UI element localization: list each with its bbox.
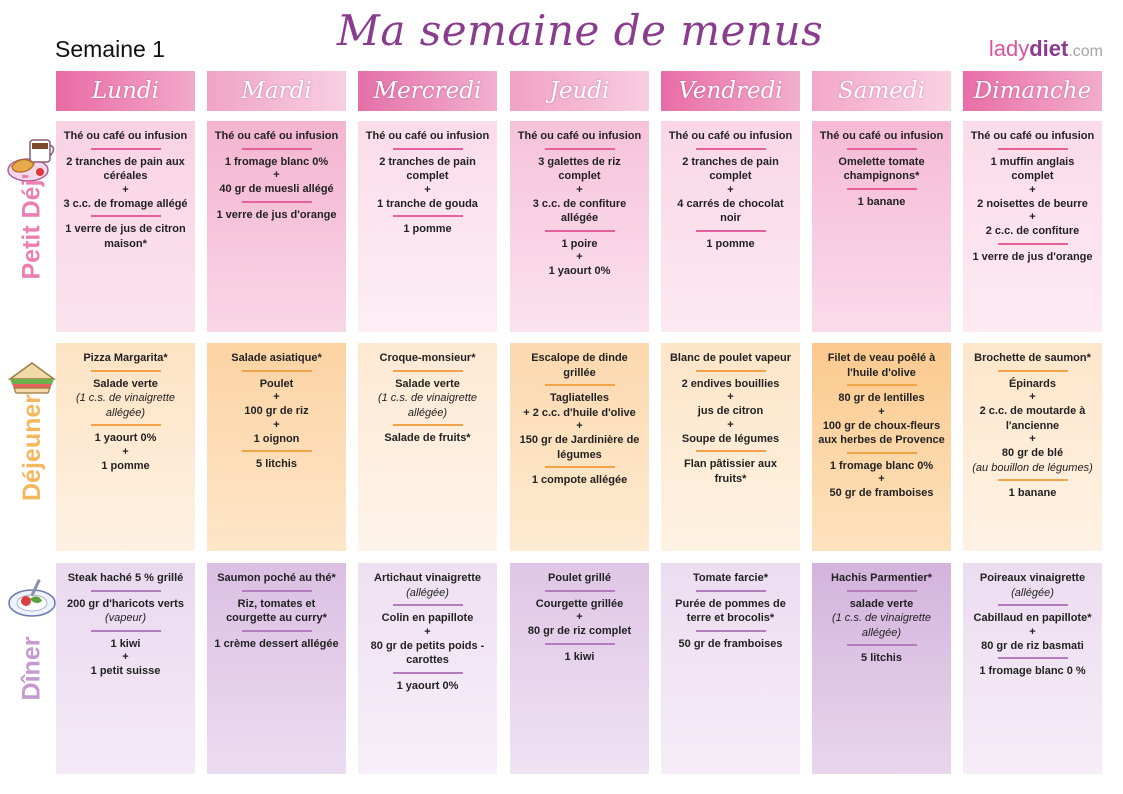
food-item: Poulet [259, 377, 294, 390]
food-item: 4 carrés de chocolat noir [677, 197, 784, 224]
food-item: Thé ou café ou infusion [819, 130, 944, 142]
food-item: 50 gr de framboises [829, 487, 934, 499]
food-item: 1 poire [561, 237, 598, 250]
course-separator [847, 384, 917, 386]
food-item: Croque-monsieur* [379, 352, 476, 364]
food-item: Hachis Parmentier* [831, 572, 932, 584]
food-item: 1 compote allégée [531, 474, 628, 486]
food-item: 80 gr de riz basmati [981, 639, 1084, 652]
course-separator [242, 450, 312, 452]
brand-diet: diet [1029, 36, 1069, 61]
course-separator [696, 590, 766, 592]
course-separator [393, 672, 463, 674]
food-item: Blanc de poulet vapeur [669, 352, 792, 364]
food-item: 1 fromage blanc 0% [224, 155, 329, 168]
food-item: 50 gr de framboises [678, 637, 783, 650]
course-separator [91, 630, 161, 632]
food-note: (allégée) [406, 586, 449, 599]
menu-cell-mercredi-lunch [358, 343, 497, 551]
food-item: Cabillaud en papillote* [973, 612, 1092, 624]
food-item: Thé ou café ou infusion [970, 130, 1095, 142]
food-item: 1 muffin anglais complet [990, 155, 1075, 182]
course-separator [998, 657, 1068, 659]
plus-sign: + [1029, 433, 1036, 445]
course-separator [91, 148, 161, 150]
course-separator [847, 590, 917, 592]
food-item: 80 gr de lentilles [838, 392, 925, 404]
menu-cell-samedi-dinner [812, 563, 951, 774]
course-separator [545, 384, 615, 386]
day-header-dimanche: Dimanche [963, 71, 1102, 111]
food-item: 1 crème dessert allégée [214, 637, 339, 650]
brand-logo [989, 36, 1103, 62]
food-item: 2 tranches de pain aux céréales [66, 155, 185, 182]
page-title: Ma semaine de menus [336, 6, 824, 55]
brand-lady: lady [988, 36, 1030, 61]
food-item: Thé ou café ou infusion [63, 130, 188, 142]
course-separator [998, 148, 1068, 150]
menu-cell-lundi-dinner [56, 563, 195, 774]
food-note: (vapeur) [105, 612, 146, 624]
course-separator [242, 148, 312, 150]
course-separator [847, 644, 917, 646]
plus-sign: + [1029, 211, 1036, 223]
menu-cell-mercredi-breakfast [358, 121, 497, 332]
plus-sign: + [122, 445, 129, 458]
menu-cell-mardi-dinner [207, 563, 346, 774]
meal-label-lunch: Déjeuner [17, 393, 46, 501]
plus-sign: + [576, 420, 583, 432]
course-separator [393, 604, 463, 606]
menu-cell-mardi-lunch [207, 343, 346, 551]
course-separator [393, 215, 463, 217]
food-item: 1 fromage blanc 0 % [979, 665, 1086, 677]
food-item: Courgette grillée [535, 597, 624, 610]
food-item: 1 pomme [706, 237, 755, 250]
food-note: (1 c.s. de vinaigrette allégée) [831, 612, 932, 639]
food-item: Filet de veau poêlé à l'huile d'olive [827, 352, 936, 379]
course-separator [393, 370, 463, 372]
food-note: (au bouillon de légumes) [972, 461, 1093, 474]
course-separator [91, 424, 161, 426]
food-item: 1 kiwi [564, 650, 595, 663]
food-item: Salade asiatique* [231, 352, 322, 364]
plus-sign: + [1029, 183, 1036, 196]
meal-label-dinner: Dîner [17, 636, 46, 701]
course-separator [998, 370, 1068, 372]
food-item: 1 yaourt 0% [94, 432, 157, 444]
food-item: 1 pomme [403, 223, 452, 235]
course-separator [998, 479, 1068, 481]
food-item: + 2 c.c. d'huile d'olive [523, 406, 636, 419]
course-separator [847, 148, 917, 150]
food-item: 1 yaourt 0% [396, 679, 459, 692]
menu-cell-mardi-breakfast [207, 121, 346, 332]
menu-cell-vendredi-lunch [661, 343, 800, 551]
menu-cell-vendredi-dinner [661, 563, 800, 774]
menu-cell-dimanche-lunch [963, 343, 1102, 551]
course-separator [242, 590, 312, 592]
food-item: 80 gr de petits poids - carottes [370, 639, 485, 666]
menu-cell-dimanche-breakfast [963, 121, 1102, 332]
food-item: 3 c.c. de fromage allégé [63, 197, 188, 210]
food-item: Thé ou café ou infusion [668, 130, 793, 142]
food-item: jus de citron [697, 405, 764, 417]
day-header-jeudi: Jeudi [510, 71, 649, 111]
menu-cell-lundi-lunch [56, 343, 195, 551]
food-item: salade verte [849, 597, 914, 610]
course-separator [847, 188, 917, 190]
food-item: Flan pâtissier aux fruits* [684, 458, 777, 485]
food-item: Pizza Margarita* [83, 352, 168, 364]
food-item: 1 yaourt 0% [548, 265, 611, 277]
brand-com: .com [1068, 43, 1103, 60]
food-item: 5 litchis [256, 458, 297, 470]
plus-sign: + [122, 651, 129, 663]
food-item: Steak haché 5 % grillé [67, 572, 184, 584]
food-item: 2 c.c. de moutarde à l'ancienne [979, 405, 1086, 432]
course-separator [91, 215, 161, 217]
food-item: Tagliatelles [549, 392, 610, 404]
course-separator [545, 643, 615, 645]
plus-sign: + [273, 169, 280, 181]
menu-cell-jeudi-breakfast [510, 121, 649, 332]
food-item: Omelette tomate champignons* [838, 155, 925, 182]
food-item: 1 banane [1008, 487, 1057, 499]
plus-sign: + [1029, 625, 1036, 638]
week-label: Semaine 1 [55, 36, 165, 62]
food-item: Salade verte [93, 377, 158, 390]
food-item: Thé ou café ou infusion [517, 130, 642, 142]
food-item: Salade verte [395, 377, 460, 390]
food-item: 5 litchis [861, 652, 902, 664]
food-item: Colin en papillote [381, 612, 474, 624]
food-item: 1 verre de jus de citron maison* [65, 223, 186, 250]
menu-cell-mercredi-dinner [358, 563, 497, 774]
food-note: (allégée) [1011, 586, 1054, 599]
course-separator [91, 590, 161, 592]
course-separator [696, 630, 766, 632]
course-separator [998, 243, 1068, 245]
course-separator [545, 148, 615, 150]
course-separator [847, 452, 917, 454]
food-item: 3 c.c. de confiture allégée [532, 197, 627, 224]
menu-cell-lundi-breakfast [56, 121, 195, 332]
day-header-samedi: Samedi [812, 71, 951, 111]
course-separator [91, 370, 161, 372]
plus-sign: + [273, 391, 280, 403]
plus-sign: + [727, 391, 734, 403]
course-separator [242, 370, 312, 372]
menu-cell-samedi-lunch [812, 343, 951, 551]
course-separator [696, 370, 766, 372]
plus-sign: + [424, 183, 431, 196]
plus-sign: + [727, 418, 734, 431]
food-item: 2 noisettes de beurre [977, 197, 1088, 210]
food-item: Purée de pommes de terre et brocolis* [675, 597, 786, 624]
food-item: Épinards [1008, 377, 1057, 390]
course-separator [242, 201, 312, 203]
food-item: Saumon poché au thé* [217, 572, 336, 584]
food-item: 1 pomme [101, 459, 150, 472]
menu-cell-vendredi-breakfast [661, 121, 800, 332]
plus-sign: + [273, 418, 280, 431]
food-item: 100 gr de choux-fleurs aux herbes de Provence [818, 419, 945, 446]
course-separator [696, 148, 766, 150]
course-separator [696, 450, 766, 452]
food-item: 2 endives bouillies [681, 377, 780, 390]
plus-sign: + [122, 183, 129, 196]
food-item: Tomate farcie* [693, 572, 768, 584]
plus-sign: + [878, 473, 885, 485]
course-separator [393, 148, 463, 150]
menu-cell-samedi-breakfast [812, 121, 951, 332]
food-item: Thé ou café ou infusion [214, 130, 339, 142]
food-item: 80 gr de blé [1001, 447, 1064, 459]
food-item: Poulet grillé [548, 572, 611, 584]
food-item: Riz, tomates et courgette au curry* [226, 597, 327, 624]
meal-label-breakfast: Petit Déj' [17, 173, 46, 280]
menu-cell-jeudi-lunch [510, 343, 649, 551]
food-item: Brochette de saumon* [974, 352, 1091, 364]
course-separator [242, 630, 312, 632]
day-header-vendredi: Vendredi [661, 71, 800, 111]
food-item: 2 c.c. de confiture [985, 225, 1080, 237]
menu-cell-dimanche-dinner [963, 563, 1102, 774]
course-separator [393, 424, 463, 426]
food-item: Escalope de dinde grillée [531, 352, 628, 379]
menu-cell-jeudi-dinner [510, 563, 649, 774]
food-item: Soupe de légumes [681, 432, 780, 445]
plus-sign: + [727, 183, 734, 196]
food-item: 80 gr de riz complet [527, 625, 632, 637]
food-item: Thé ou café ou infusion [365, 130, 490, 142]
day-header-lundi: Lundi [56, 71, 195, 111]
course-separator [545, 590, 615, 592]
food-item: Salade de fruits* [384, 432, 471, 444]
food-item: 1 fromage blanc 0% [829, 459, 934, 472]
food-item: 3 galettes de riz complet [538, 155, 621, 182]
food-item: 100 gr de riz [244, 405, 309, 417]
food-item: 1 oignon [253, 432, 300, 445]
food-item: 150 gr de Jardinière de légumes [519, 434, 640, 461]
food-item: 200 gr d'haricots verts [67, 597, 184, 610]
course-separator [998, 604, 1068, 606]
food-item: 40 gr de muesli allégé [219, 183, 334, 195]
course-separator [545, 230, 615, 232]
food-note: (1 c.s. de vinaigrette allégée) [377, 392, 478, 419]
day-header-mardi: Mardi [207, 71, 346, 111]
food-item: 1 banane [857, 195, 906, 208]
food-item: 2 tranches de pain complet [682, 155, 779, 182]
course-separator [696, 230, 766, 232]
food-item: 1 petit suisse [90, 665, 161, 677]
plus-sign: + [576, 183, 583, 196]
food-item: 2 tranches de pain complet [379, 155, 476, 182]
plus-sign: + [576, 611, 583, 623]
plus-sign: + [424, 625, 431, 638]
plus-sign: + [1029, 391, 1036, 403]
day-header-mercredi: Mercredi [358, 71, 497, 111]
plus-sign: + [878, 405, 885, 418]
food-item: 1 verre de jus d'orange [972, 250, 1093, 263]
food-item: Artichaut vinaigrette [374, 572, 481, 584]
food-item: 1 verre de jus d'orange [216, 208, 337, 221]
course-separator [545, 466, 615, 468]
food-item: 1 kiwi [110, 637, 141, 650]
food-item: 1 tranche de gouda [377, 197, 478, 210]
food-note: (1 c.s. de vinaigrette allégée) [75, 392, 176, 419]
plus-sign: + [576, 251, 583, 263]
food-item: Poireaux vinaigrette [979, 572, 1086, 584]
